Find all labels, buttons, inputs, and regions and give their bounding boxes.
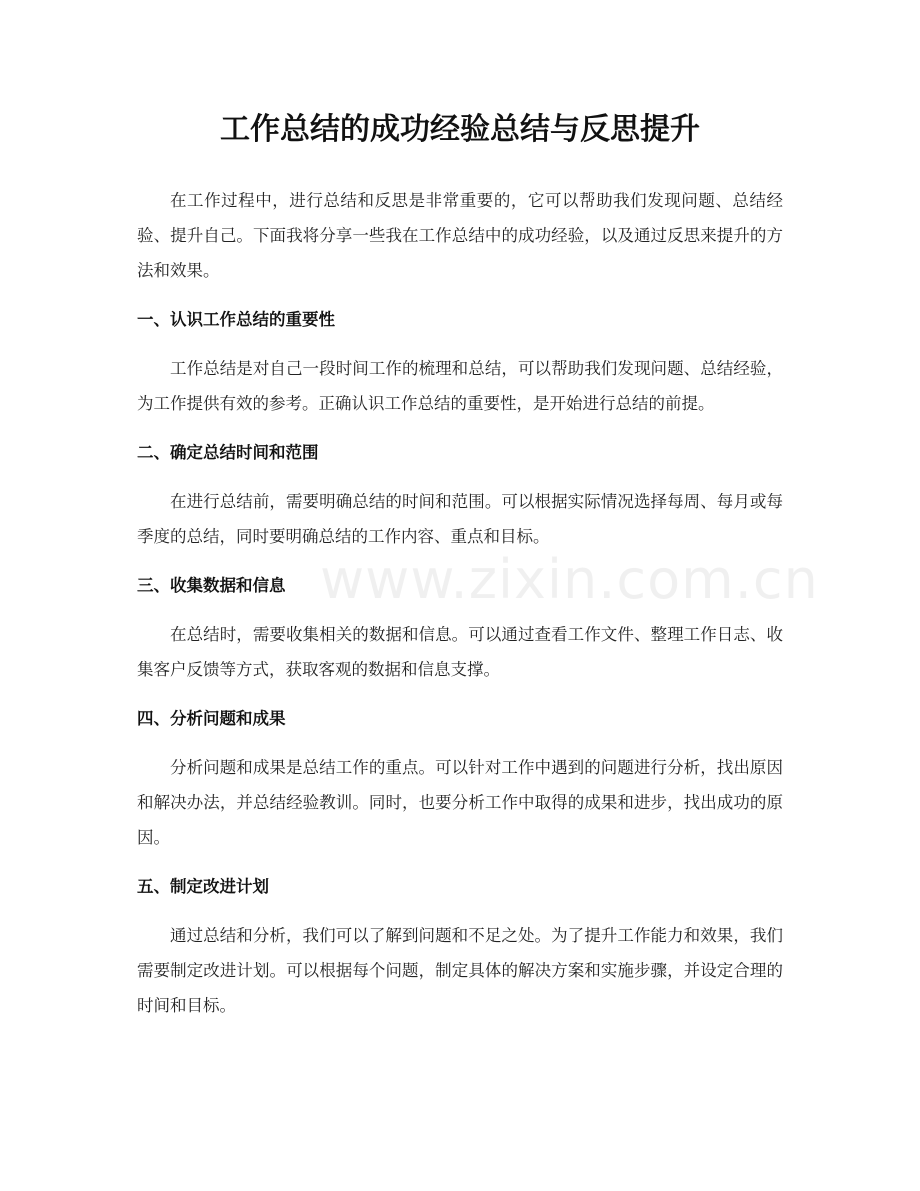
section-body-2: 在进行总结前，需要明确总结的时间和范围。可以根据实际情况选择每周、每月或每季度的总结，同时要明确总结的工作内容、重点和目标。 (137, 492, 783, 546)
section-body-1: 工作总结是对自己一段时间工作的梳理和总结，可以帮助我们发现问题、总结经验，为工作提供有效的参考。正确认识工作总结的重要性，是开始进行总结的前提。 (137, 359, 783, 413)
section-heading-1: 一、认识工作总结的重要性 (137, 310, 335, 329)
page-title: 工作总结的成功经验总结与反思提升 (220, 112, 700, 147)
document-body (137, 183, 783, 1037)
section-heading-4: 四、分析问题和成果 (137, 709, 286, 728)
section-body-4: 分析问题和成果是总结工作的重点。可以针对工作中遇到的问题进行分析，找出原因和解决办法，并总结经验教训。同时，也要分析工作中取得的成果和进步，找出成功的原因。 (137, 758, 783, 847)
section-body-3: 在总结时，需要收集相关的数据和信息。可以通过查看工作文件、整理工作日志、收集客户反馈等方式，获取客观的数据和信息支撑。 (137, 625, 783, 679)
watermark: www.zixin.com.cn (320, 548, 819, 611)
section-body-5: 通过总结和分析，我们可以了解到问题和不足之处。为了提升工作能力和效果，我们需要制定改进计划。可以根据每个问题，制定具体的解决方案和实施步骤，并设定合理的时间和目标。 (137, 926, 783, 1015)
section-heading-3: 三、收集数据和信息 (137, 576, 286, 595)
section-heading-5: 五、制定改进计划 (137, 877, 269, 896)
section-heading-2: 二、确定总结时间和范围 (137, 443, 319, 462)
intro-paragraph: 在工作过程中，进行总结和反思是非常重要的，它可以帮助我们发现问题、总结经验、提升自己。下面我将分享一些我在工作总结中的成功经验，以及通过反思来提升的方法和效果。 (137, 191, 783, 280)
